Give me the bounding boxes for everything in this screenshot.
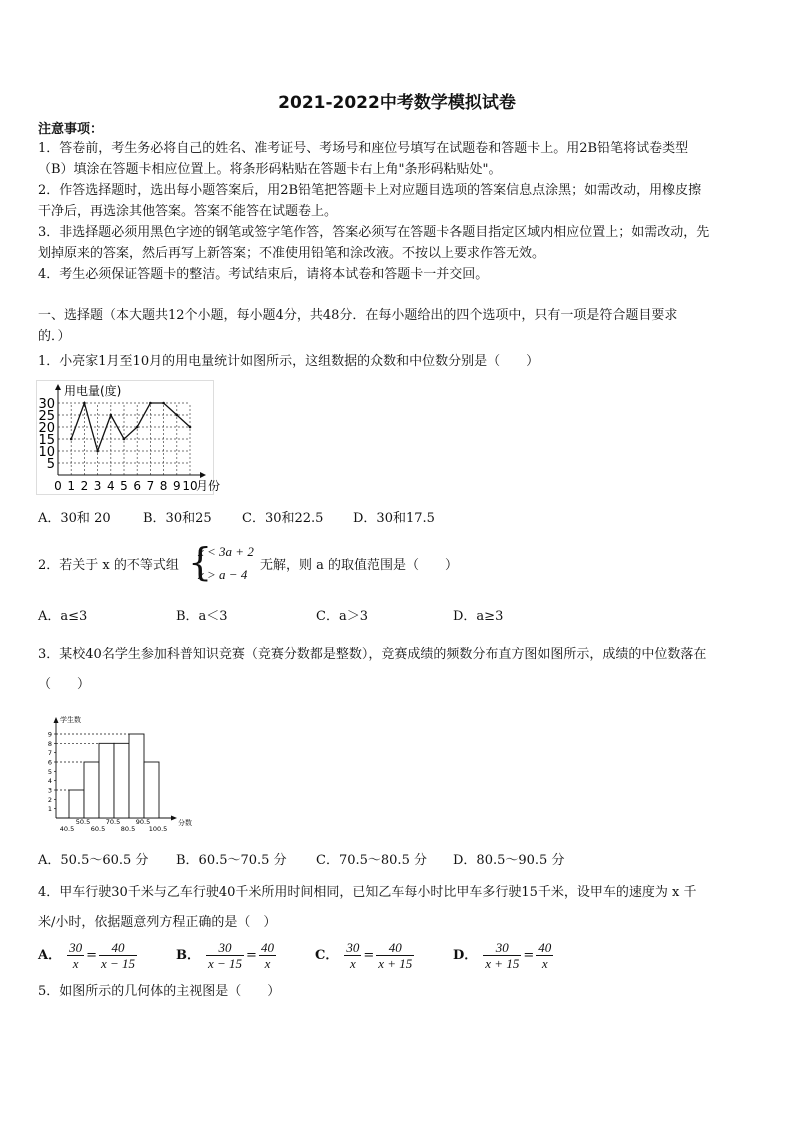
y-tick-label: 8	[47, 739, 52, 748]
section-heading-cont: 的．）	[38, 329, 71, 344]
data-point	[189, 426, 192, 429]
equals-sign: =	[86, 947, 97, 963]
notice-line: 4．考生必须保证答题卡的整洁。考试结束后，请将本试卷和答题卡一并交回。	[38, 267, 489, 282]
q3-option-c: C．70.5～80.5 分	[316, 853, 427, 868]
q4-stem: 4．甲车行驶30千米与乙车行驶40千米所用时间相同，已知乙车每小时比甲车多行驶15千米，设甲车的速度为 x 千	[38, 885, 697, 900]
x-bin-label: 80.5	[120, 825, 136, 833]
q4-option-c	[315, 940, 414, 971]
fraction-right: $\frac{40}{x - 15}$	[101, 940, 136, 971]
q2-inequality-1: x < 3a + 2	[198, 544, 254, 559]
q1-stem: 1．小亮家1月至10月的用电量统计如图所示，这组数据的众数和中位数分别是（ ）	[38, 354, 540, 369]
data-point	[96, 450, 99, 453]
q2-option-a: A．a≤3	[38, 609, 88, 624]
y-tick-label: 5	[46, 457, 55, 472]
histogram-bar	[69, 790, 84, 818]
y-tick-label: 5	[47, 767, 52, 776]
fraction-right: $\frac{40}{x}$	[538, 940, 552, 971]
fraction-left: $\frac{30}{x - 15}$	[208, 940, 243, 971]
page-title: 2021-2022中考数学模拟试卷	[278, 93, 516, 113]
option-label: A．	[38, 947, 62, 963]
x-tick-label: 4	[106, 479, 115, 493]
data-point	[83, 402, 86, 405]
q2-suffix: 无解，则 a 的取值范围是（ ）	[260, 558, 459, 573]
x-axis-arrow	[171, 816, 177, 821]
q1-option-c: C．30和22.5	[242, 511, 324, 526]
notice-line: 干净后，再选涂其他答案。答案不能答在试题卷上。	[38, 204, 338, 219]
y-axis-arrow	[54, 717, 59, 723]
data-point	[110, 414, 113, 417]
y-tick-label: 20	[38, 421, 55, 436]
y-axis-label: 用电量(度)	[64, 384, 122, 398]
x-tick-label: 9	[172, 479, 181, 493]
q4-option-b	[176, 940, 276, 971]
x-bin-label: 100.5	[148, 825, 168, 833]
q3-stem: 3．某校40名学生参加科普知识竞赛（竞赛分数都是整数），竞赛成绩的频数分布直方图如图所示，成绩的中位数落在	[38, 647, 707, 662]
data-point	[123, 438, 126, 441]
y-tick-label: 3	[47, 786, 52, 795]
x-tick-label: 10	[182, 479, 198, 493]
x-axis-label: 分数	[178, 819, 192, 827]
data-point	[70, 438, 73, 441]
fraction-right: $\frac{40}{x + 15}$	[378, 940, 413, 971]
q4-stem-cont: 米/小时，依据题意列方程正确的是（ ）	[38, 915, 277, 930]
equals-sign: =	[246, 947, 257, 963]
data-point	[136, 426, 139, 429]
section-heading: 一、选择题（本大题共12个小题，每小题4分，共48分．在每小题给出的四个选项中，只有一项是符合题目要求	[38, 308, 678, 323]
y-tick-label: 30	[38, 397, 55, 412]
fraction-right: $\frac{40}{x}$	[260, 940, 274, 971]
q4-option-a	[38, 940, 137, 971]
y-axis-label: 学生数	[60, 716, 81, 724]
y-tick-label: 7	[47, 749, 52, 758]
notice-line: 1．答卷前，考生务必将自己的姓名、准考证号、考场号和座位号填写在试题卷和答题卡上。用2B铅笔将试卷类型	[38, 141, 689, 156]
x-tick-label: 0	[54, 479, 62, 493]
x-bin-label: 50.5	[75, 818, 91, 826]
equals-sign: =	[363, 947, 375, 963]
q1-option-b: B．30和25	[143, 511, 212, 526]
q3-option-b: B．60.5～70.5 分	[176, 853, 287, 868]
q2-option-b: B．a＜3	[176, 609, 228, 624]
fraction-left: $\frac{30}{x}$	[346, 940, 360, 971]
q1-option-d: D．30和17.5	[353, 511, 435, 526]
histogram-bar	[144, 762, 159, 818]
x-bin-label: 60.5	[90, 825, 106, 833]
y-tick-label: 4	[47, 777, 52, 786]
x-axis-arrow	[200, 472, 206, 478]
q1-option-a: A．30和 20	[38, 511, 111, 526]
q4-option-d	[453, 940, 553, 971]
data-point	[162, 402, 165, 405]
q1-line-chart	[36, 380, 221, 496]
x-bin-label: 70.5	[105, 818, 121, 826]
notice-line: 3．非选择题必须用黑色字迹的钢笔或签字笔作答，答案必须写在答题卡各题目指定区域内相应位置上；如需改动，先	[38, 225, 710, 240]
y-tick-label: 15	[38, 433, 55, 448]
y-tick-label: 2	[47, 795, 52, 804]
y-tick-label: 10	[38, 445, 55, 460]
notice-line: 划掉原来的答案，然后再写上新答案；不准使用铅笔和涂改液。不按以上要求作答无效。	[38, 246, 546, 261]
notice-line: （B）填涂在答题卡相应位置上。将条形码粘贴在答题卡右上角"条形码粘贴处"。	[38, 162, 502, 177]
x-bin-label: 90.5	[135, 818, 151, 826]
x-tick-label: 8	[159, 479, 168, 493]
data-point	[176, 414, 179, 417]
q3-histogram	[40, 712, 210, 836]
equals-sign: =	[523, 947, 535, 963]
histogram-bar	[129, 734, 144, 818]
y-tick-label: 9	[47, 730, 52, 739]
y-axis-arrow	[55, 384, 61, 390]
q3-option-d: D．80.5～90.5 分	[453, 853, 565, 868]
q5-stem: 5．如图所示的几何体的主视图是（ ）	[38, 984, 281, 999]
data-point	[149, 402, 152, 405]
x-tick-label: 5	[120, 479, 128, 493]
option-label: C．	[315, 947, 339, 963]
q3-option-a: A．50.5～60.5 分	[38, 853, 149, 868]
q2-inequality-2: x > a − 4	[198, 567, 248, 582]
histogram-bar	[114, 743, 129, 818]
notice-heading: 注意事项：	[38, 122, 104, 137]
x-tick-label: 7	[146, 479, 155, 493]
q2-prefix: 2．若关于 x 的不等式组	[38, 558, 179, 573]
x-tick-label: 6	[133, 479, 142, 493]
x-tick-label: 1	[67, 479, 76, 493]
option-label: D．	[453, 947, 478, 963]
q2-option-c: C．a＞3	[316, 609, 368, 624]
q3-stem-cont: （ ）	[38, 677, 91, 692]
fraction-left: $\frac{30}{x + 15}$	[485, 940, 520, 971]
fraction-left: $\frac{30}{x}$	[69, 940, 83, 971]
histogram-bar	[84, 762, 99, 818]
histogram-bar	[99, 743, 114, 818]
y-tick-label: 1	[47, 805, 52, 814]
x-tick-label: 3	[93, 479, 102, 493]
x-tick-label: 2	[80, 479, 89, 493]
y-tick-label: 6	[47, 758, 52, 767]
x-bin-label: 40.5	[59, 825, 75, 833]
notice-line: 2．作答选择题时，选出每小题答案后，用2B铅笔把答题卡上对应题目选项的答案信息点涂黑；如需改动，用橡皮擦	[38, 183, 702, 198]
option-label: B．	[176, 947, 200, 963]
q2-option-d: D．a≥3	[453, 609, 504, 624]
y-tick-label: 25	[38, 409, 55, 424]
x-axis-label: 月份	[196, 479, 221, 493]
q2-system-brace: {	[188, 540, 213, 584]
